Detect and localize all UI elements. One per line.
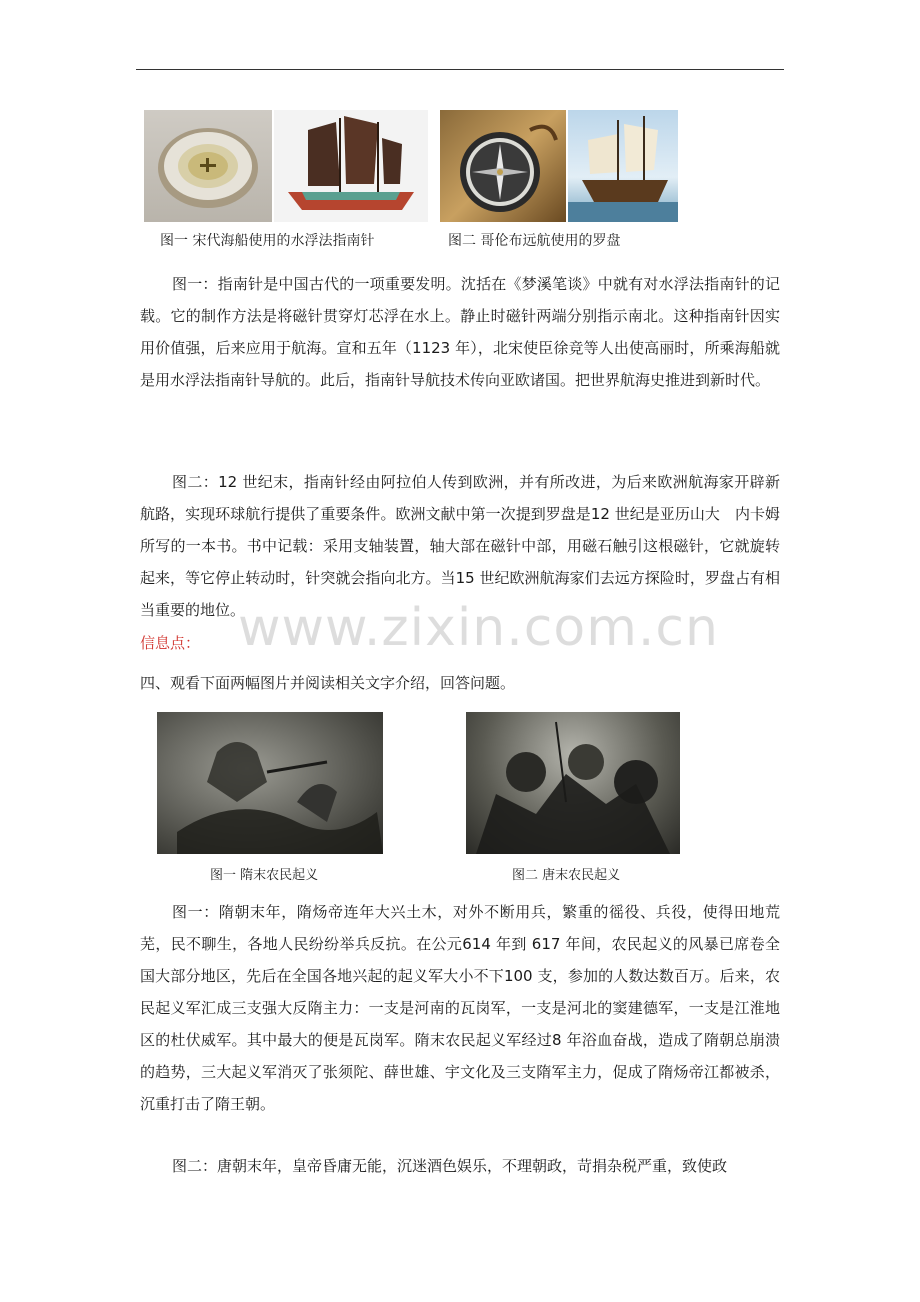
paragraph-sui-uprising: 图一：隋朝末年，隋炀帝连年大兴土木，对外不断用兵，繁重的徭役、兵役，使得田地荒芜，民不聊生，各地人民纷纷举兵反抗。在公元614 年到 617 年间，农民起义的风暴已席卷全国大部分地区，先后在全国各地兴起的起义军大小不下100 支，参加的人数达数百万。后来，农民起义军汇成三支强大反隋主力：一支是河南的瓦岗军，一支是河北的窦建德军，一支是江淮地区的杜伏威军。其中最大的便是瓦岗军。隋末农民起义军经过8 年浴血奋战，造成了隋朝总崩溃的趋势，三大起义军消灭了张须陀、薛世雄、宇文化及三支隋军主力，促成了隋炀帝江都被杀，沉重打击了隋王朝。 — [140, 903, 780, 1113]
bottom-caption-left: 图一 隋末农民起义 — [210, 868, 319, 883]
top-caption-left: 图一 宋代海船使用的水浮法指南针 — [160, 233, 375, 249]
paragraph-compass-song: 图一：指南针是中国古代的一项重要发明。沈括在《梦溪笔谈》中就有对水浮法指南针的记载。它的制作方法是将磁针贯穿灯芯浮在水上。静止时磁针两端分别指示南北。这种指南针因实用价值强，后来应用于航海。宣和五年（1123 年），北宋使臣徐竞等人出使高丽时，所乘海船就是用水浮法指南针导航的。此后，指南针导航技术传向亚欧诸国。把世界航海史推进到新时代。 — [140, 275, 780, 389]
columbus-ship-photo — [566, 110, 678, 222]
paragraph-compass-europe: 图二：12 世纪末，指南针经由阿拉伯人传到欧洲，并有所改进，为后来欧洲航海家开辟新航路，实现环球航行提供了重要条件。欧洲文献中第一次提到罗盘是12 世纪是亚历山大 内卡姆所写的一本书。书中记载：采用支轴装置，轴大部在磁针中部，用磁石触引这根磁针，它就旋转起来，等它停止转动时，针突就会指向北方。当15 世纪欧洲航海家们去远方探险时，罗盘占有相当重要的地位。 — [140, 473, 780, 619]
header-rule — [136, 69, 784, 70]
top-figures — [144, 110, 678, 222]
song-ship-photo — [272, 110, 428, 222]
columbus-compass-photo — [440, 110, 566, 222]
bottom-caption-right: 图二 唐末农民起义 — [512, 868, 621, 883]
info-label: 信息点： — [140, 634, 201, 652]
paragraph-tang-uprising: 图二：唐朝末年，皇帝昏庸无能，沉迷酒色娱乐，不理朝政，苛捐杂税严重，致使政 — [172, 1157, 728, 1175]
sui-uprising-photo — [157, 712, 383, 854]
question-heading: 四、观看下面两幅图片并阅读相关文字介绍，回答问题。 — [140, 674, 516, 692]
tang-uprising-photo — [466, 712, 680, 854]
top-caption-right: 图二 哥伦布远航使用的罗盘 — [448, 233, 621, 249]
compass-bowl-photo — [144, 110, 272, 222]
watermark: www.zixin.com.cn — [238, 598, 719, 658]
